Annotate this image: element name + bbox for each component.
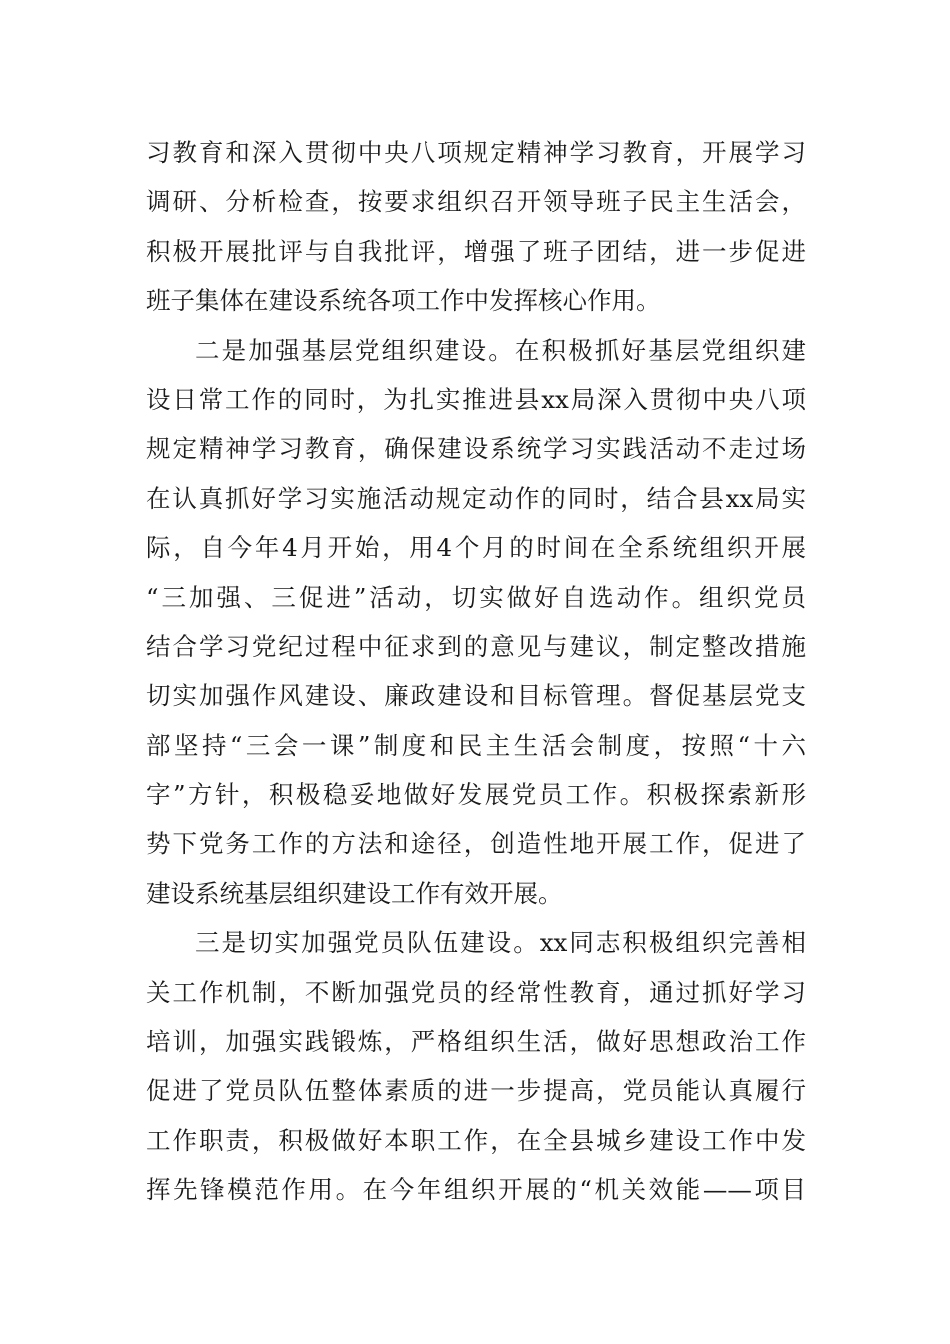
text-line: 培训，加强实践锻炼，严格组织生活，做好思想政治工作 [146, 1027, 806, 1057]
text-line: 工作职责，积极做好本职工作，在全县城乡建设工作中发 [146, 1125, 806, 1155]
text-line: 切实加强作风建设、廉政建设和目标管理。督促基层党支 [146, 681, 806, 711]
text-line: 挥先锋模范作用。在今年组织开展的“机关效能——项目 [146, 1175, 806, 1205]
text-line: 部坚持“三会一课”制度和民主生活会制度，按照“十六 [146, 730, 806, 760]
text-line: 促进了党员队伍整体素质的进一步提高，党员能认真履行 [146, 1076, 806, 1106]
text-line: 势下党务工作的方法和途径，创造性地开展工作，促进了 [146, 829, 806, 859]
text-line: 结合学习党纪过程中征求到的意见与建议，制定整改措施 [146, 631, 806, 661]
text-line: 规定精神学习教育，确保建设系统学习实践活动不走过场 [146, 434, 806, 464]
text-line: 习教育和深入贯彻中央八项规定精神学习教育，开展学习 [146, 138, 806, 167]
text-line: 调研、分析检查，按要求组织召开领导班子民主生活会， [146, 187, 806, 217]
text-line: 在认真抓好学习实施活动规定动作的同时，结合县xx局实 [146, 483, 806, 513]
text-line: “三加强、三促进”活动，切实做好自选动作。组织党员 [146, 582, 806, 612]
text-line: 际，自今年4月开始，用4个月的时间在全系统组织开展 [146, 533, 806, 563]
text-line: 积极开展批评与自我批评，增强了班子团结，进一步促进 [146, 236, 806, 266]
paragraph-start-line: 二是加强基层党组织建设。在积极抓好基层党组织建 [195, 335, 806, 365]
text-line: 建设系统基层组织建设工作有效开展。 [146, 878, 563, 908]
text-line: 班子集体在建设系统各项工作中发挥核心作用。 [146, 286, 661, 316]
body-text [146, 128, 806, 1215]
text-line: 关工作机制，不断加强党员的经常性教育，通过抓好学习 [146, 977, 806, 1007]
text-line: 设日常工作的同时，为扎实推进县xx局深入贯彻中央八项 [146, 384, 806, 414]
text-line: 字”方针，积极稳妥地做好发展党员工作。积极探索新形 [146, 780, 806, 810]
paragraph-start-line: 三是切实加强党员队伍建设。xx同志积极组织完善相 [195, 928, 806, 958]
